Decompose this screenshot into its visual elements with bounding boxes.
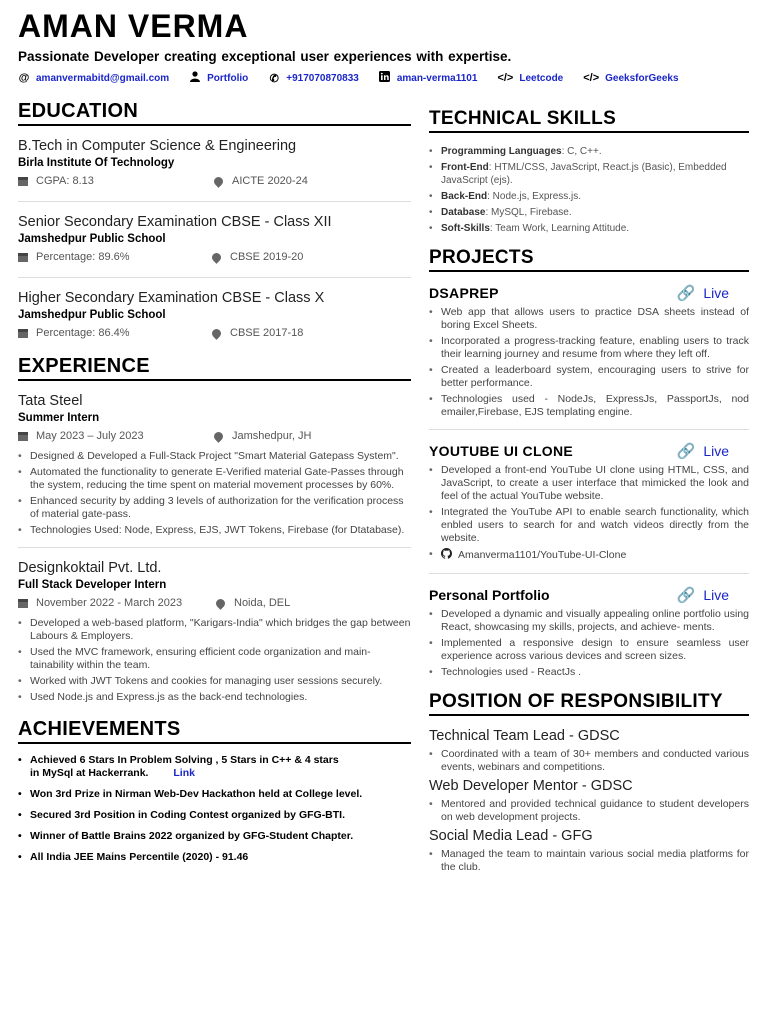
education-score: Percentage: 86.4% <box>36 327 130 339</box>
list-item: • Database: MySQL, Firebase. <box>429 206 749 219</box>
position-title: Web Developer Mentor - GDSC <box>429 778 633 794</box>
job-location: Noida, DEL <box>234 597 291 609</box>
position-title: Technical Team Lead - GDSC <box>429 728 620 744</box>
list-item: • Worked with JWT Tokens and cookies for managing user sessions securely. <box>18 675 411 688</box>
phone-link[interactable]: +917070870833 <box>286 72 359 84</box>
code-icon: </> <box>583 72 600 84</box>
education-board: CBSE 2019-20 <box>230 251 304 263</box>
degree-title: B.Tech in Computer Science & Engineering <box>18 138 297 154</box>
list-item: • Incorporated a progress-tracking feature, enabling users to track their learning journey and resume from where they left off. <box>429 335 749 361</box>
link-icon: 🔗 <box>676 285 696 302</box>
degree-title: Senior Secondary Examination CBSE - Class XII <box>18 214 332 230</box>
divider <box>429 429 749 430</box>
divider <box>18 277 411 278</box>
achievement-text: Achieved 6 Stars In Problem Solving , 5 Stars in C++ & 4 stars <box>30 754 339 766</box>
skills-list <box>429 145 749 235</box>
divider <box>429 573 749 574</box>
calendar-icon <box>18 329 28 338</box>
list-item[interactable] <box>429 548 749 563</box>
experience-entry <box>18 393 411 537</box>
institute-name: Jamshedpur Public School <box>18 233 166 245</box>
institute-name: Birla Institute Of Technology <box>18 157 175 169</box>
project-entry <box>429 442 749 563</box>
calendar-icon <box>18 253 28 262</box>
list-item: • Coordinated with a team of 30+ members and conducted various events, webinars and competitions. <box>429 748 749 774</box>
list-item: • Designed & Developed a Full-Stack Project "Smart Material Gatepass System". <box>18 450 411 463</box>
list-item: • Managed the team to maintain various social media platforms for the club. <box>429 848 749 874</box>
live-link[interactable]: 🔗 Live <box>676 587 729 604</box>
linkedin-link[interactable]: aman-verma1101 <box>396 72 478 84</box>
list-item: • Back-End: Node.js, Express.js. <box>429 190 749 203</box>
contact-linkedin[interactable] <box>379 71 478 85</box>
candidate-name: AMAN VERMA <box>18 8 249 44</box>
list-item: • Implemented a responsive design to ensure seamless user experience across various devices and screen sizes. <box>429 637 749 663</box>
hackerrank-link[interactable]: Link <box>173 767 195 779</box>
email-link[interactable]: amanvermabitd@gmail.com <box>36 72 170 84</box>
list-item: • Developed a web-based platform, "Karigars-India" which bridges the gap between Labours & Employers. <box>18 617 411 643</box>
education-entry <box>18 290 411 339</box>
location-pin-icon <box>212 175 225 188</box>
education-board: AICTE 2020-24 <box>232 175 308 187</box>
project-entry <box>429 586 749 679</box>
list-item: • Technologies used - NodeJs, ExpressJs, PassportJs, nod emailer,Firebase, EJS templating engine. <box>429 393 749 419</box>
position-entry <box>429 828 749 874</box>
achievements-heading: ACHIEVEMENTS <box>18 718 411 744</box>
divider <box>18 201 411 202</box>
list-item: • Developed a front-end YouTube UI clone using HTML, CSS, and JavaScript, to create a user interface that mimicked the look and feel of the actual YouTube website. <box>429 464 749 503</box>
experience-heading: EXPERIENCE <box>18 355 411 381</box>
job-role: Full Stack Developer Intern <box>18 579 167 591</box>
calendar-icon <box>18 599 28 608</box>
list-item: • Soft-Skills: Team Work, Learning Attitude. <box>429 222 749 235</box>
projects-heading: PROJECTS <box>429 247 749 272</box>
project-title: Personal Portfolio <box>429 587 550 603</box>
tagline: Passionate Developer creating exceptional user experiences with expertise. <box>18 49 512 64</box>
list-item: • Technologies Used: Node, Express, EJS, JWT Tokens, Firebase (for Dtatabase). <box>18 524 411 537</box>
job-dates: May 2023 – July 2023 <box>36 430 144 442</box>
list-item: • Created a leaderboard system, encouraging users to strive for better performance. <box>429 364 749 390</box>
phone-icon: ✆ <box>269 72 279 85</box>
contact-portfolio[interactable] <box>189 71 248 85</box>
education-entry <box>18 214 411 263</box>
project-title: YOUTUBE UI CLONE <box>429 443 574 459</box>
job-location: Jamshedpur, JH <box>232 430 312 442</box>
github-icon <box>441 548 452 563</box>
list-item: • Web app that allows users to practice DSA sheets instead of boring Excel Sheets. <box>429 306 749 332</box>
right-column <box>429 108 749 877</box>
location-pin-icon <box>212 430 225 443</box>
position-entry <box>429 778 749 824</box>
list-item: • Integrated the YouTube API to enable search functionality, which enbled users to search for and watch videos directly from the website. <box>429 506 749 545</box>
list-item: • Secured 3rd Position in Coding Contest organized by GFG-BTI. <box>18 809 411 822</box>
achievements-list <box>18 754 411 864</box>
code-icon: </> <box>497 72 514 84</box>
list-item: • Technologies used - ReactJs . <box>429 666 749 679</box>
leetcode-link[interactable]: Leetcode <box>519 72 564 84</box>
list-item: • Used Node.js and Express.js as the back-end technologies. <box>18 691 411 704</box>
live-link[interactable]: 🔗 Live <box>676 285 729 302</box>
link-icon: 🔗 <box>676 587 696 604</box>
degree-title: Higher Secondary Examination CBSE - Class X <box>18 290 325 306</box>
location-pin-icon <box>214 597 227 610</box>
job-dates: November 2022 - March 2023 <box>36 597 183 609</box>
institute-name: Jamshedpur Public School <box>18 309 166 321</box>
list-item: • Used the MVC framework, ensuring efficient code organization and main- tainability within the team. <box>18 646 411 672</box>
portfolio-link[interactable]: Portfolio <box>207 72 249 84</box>
contact-email[interactable] <box>18 71 169 85</box>
github-repo[interactable]: Amanverma1101/YouTube-UI-Clone <box>458 549 627 561</box>
list-item <box>18 754 411 780</box>
contact-leetcode[interactable] <box>497 71 563 85</box>
divider <box>18 547 411 548</box>
education-score: CGPA: 8.13 <box>36 175 94 187</box>
list-item: • All India JEE Mains Percentile (2020) - 91.46 <box>18 851 411 864</box>
job-role: Summer Intern <box>18 412 100 424</box>
list-item: • Automated the functionality to generate E-Verified material Gate-Passes through the system, reducing the time spent on material movement processes by 60%. <box>18 466 411 492</box>
education-board: CBSE 2017-18 <box>230 327 304 339</box>
project-entry <box>429 284 749 419</box>
list-item: • Won 3rd Prize in Nirman Web-Dev Hackathon held at College level. <box>18 788 411 801</box>
user-icon <box>189 71 201 85</box>
list-item: • Programming Languages: C, C++. <box>429 145 749 158</box>
calendar-icon <box>18 177 28 186</box>
gfg-link[interactable]: GeeksforGeeks <box>605 72 679 84</box>
achievement-text: in MySql at Hackerrank. <box>30 767 149 779</box>
company-name: Designkoktail Pvt. Ltd. <box>18 560 162 576</box>
experience-entry <box>18 560 411 704</box>
list-item: • Developed a dynamic and visually appealing online portfolio using React, showcasing my skills, projects, and achieve- ments. <box>429 608 749 634</box>
position-entry <box>429 728 749 774</box>
position-title: Social Media Lead - GFG <box>429 828 593 844</box>
education-entry <box>18 138 411 187</box>
contact-bar <box>18 71 758 85</box>
skills-heading: TECHNICAL SKILLS <box>429 108 749 133</box>
calendar-icon <box>18 432 28 441</box>
education-score: Percentage: 89.6% <box>36 251 130 263</box>
link-icon: 🔗 <box>676 443 696 460</box>
at-icon: @ <box>18 72 30 84</box>
list-item: • Mentored and provided technical guidance to student developers on web development projects. <box>429 798 749 824</box>
left-column <box>18 100 411 872</box>
education-heading: EDUCATION <box>18 100 411 126</box>
contact-gfg[interactable] <box>583 71 678 85</box>
positions-heading: POSITION OF RESPONSIBILITY <box>429 691 749 716</box>
list-item: • Front-End: HTML/CSS, JavaScript, React.js (Basic), Embedded JavaScript (ejs). <box>429 161 749 187</box>
linkedin-icon <box>379 71 391 85</box>
list-item: • Enhanced security by adding 3 levels of authorization for the verification process of material gate-pass. <box>18 495 411 521</box>
company-name: Tata Steel <box>18 393 83 409</box>
project-title: DSAPREP <box>429 285 499 301</box>
live-link[interactable]: 🔗 Live <box>676 443 729 460</box>
location-pin-icon <box>210 251 223 264</box>
location-pin-icon <box>210 327 223 340</box>
contact-phone[interactable] <box>268 71 359 85</box>
list-item: • Winner of Battle Brains 2022 organized by GFG-Student Chapter. <box>18 830 411 843</box>
